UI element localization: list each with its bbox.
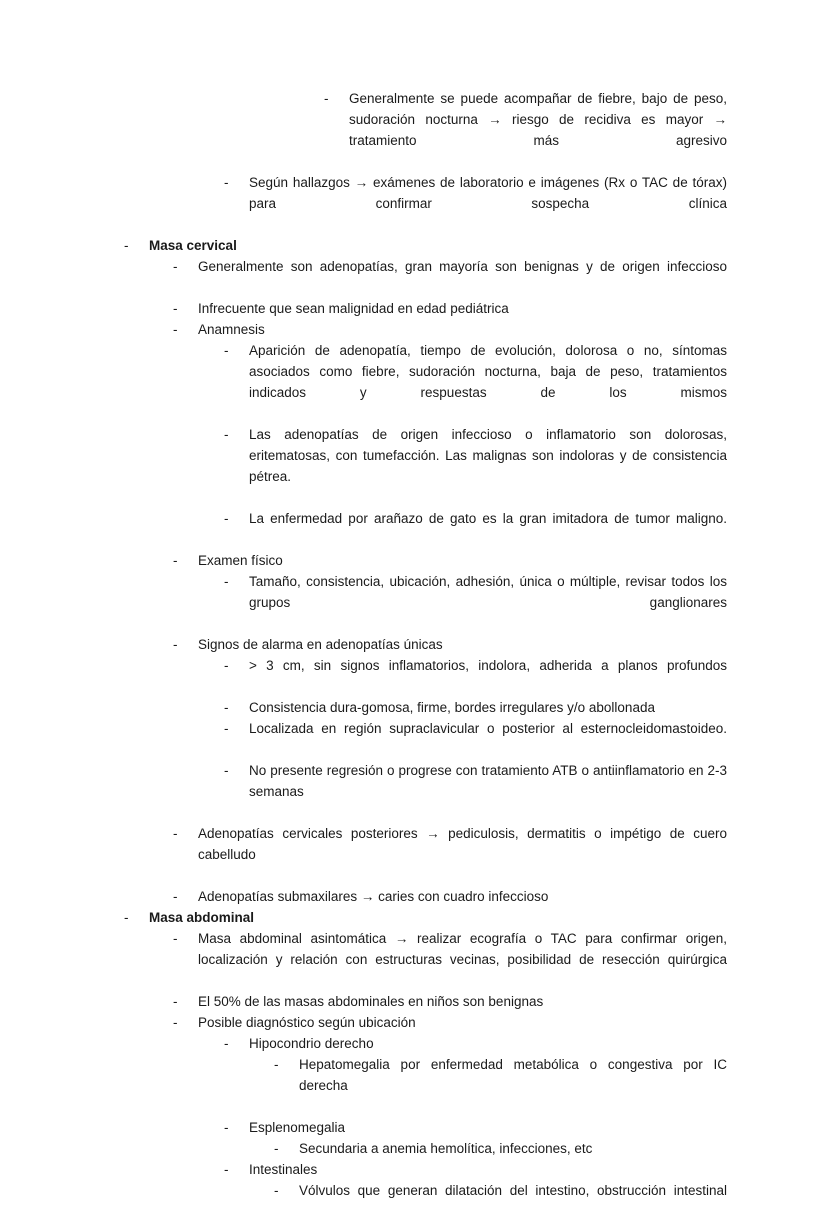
outline-item [0, 298, 828, 319]
outline-item [0, 760, 828, 823]
outline-item-text: Aparición de adenopatía, tiempo de evolución, dolorosa o no, síntomas asociados como fiebre, sudoración nocturna, baja de peso, tratamientos indicados y respuestas de los mismos [249, 343, 727, 400]
bullet-marker-icon: - [224, 1120, 229, 1135]
bullet-marker-icon: - [173, 322, 178, 337]
bullet-marker-icon: - [224, 511, 229, 526]
outline-item [0, 697, 828, 718]
outline-item-text: Hipocondrio derecho [249, 1036, 374, 1051]
bullet-marker-icon: - [224, 1162, 229, 1177]
outline-item [0, 928, 828, 991]
bullet-marker-icon: - [274, 1057, 279, 1072]
outline-item-text: La enfermedad por arañazo de gato es la gran imitadora de tumor maligno. [249, 511, 727, 526]
outline-item-text: Anamnesis [198, 322, 265, 337]
bullet-marker-icon: - [173, 931, 178, 946]
bullet-marker-icon: - [173, 1015, 178, 1030]
outline-item [0, 508, 828, 550]
outline-item-text: Posible diagnóstico según ubicación [198, 1015, 416, 1030]
bullet-marker-icon: - [224, 175, 229, 190]
outline-item [0, 235, 828, 256]
bullet-marker-icon: - [224, 574, 229, 589]
outline-item [0, 88, 828, 172]
outline-item-text: Masa cervical [149, 238, 237, 253]
outline-item-text: Intestinales [249, 1162, 318, 1177]
outline-item [0, 886, 828, 907]
outline-item [0, 991, 828, 1012]
outline-item [0, 634, 828, 655]
outline-item [0, 718, 828, 760]
bullet-marker-icon: - [173, 637, 178, 652]
bullet-marker-icon: - [224, 427, 229, 442]
outline-item [0, 424, 828, 508]
outline-item [0, 1033, 828, 1054]
bullet-marker-icon: - [173, 259, 178, 274]
outline-item-text: Generalmente se puede acompañar de fiebre, bajo de peso, sudoración nocturna → riesgo de recidiva es mayor → tratamiento más agresivo [349, 91, 727, 148]
outline-item-text: Localizada en región supraclavicular o posterior al esternocleidomastoideo. [249, 721, 727, 736]
bullet-marker-icon: - [324, 91, 329, 106]
bullet-marker-icon: - [124, 910, 129, 925]
outline-item-text: > 3 cm, sin signos inflamatorios, indolora, adherida a planos profundos [249, 658, 727, 673]
outline-item [0, 571, 828, 634]
bullet-marker-icon: - [224, 658, 229, 673]
outline-item [0, 1159, 828, 1180]
bullet-marker-icon: - [173, 889, 178, 904]
bullet-marker-icon: - [173, 994, 178, 1009]
outline-item [0, 1138, 828, 1159]
outline-item [0, 256, 828, 298]
outline-item-text: Infrecuente que sean malignidad en edad pediátrica [198, 301, 509, 316]
bullet-marker-icon: - [173, 826, 178, 841]
outline-item-text: Vólvulos que generan dilatación del intestino, obstrucción intestinal [299, 1183, 727, 1198]
outline-item [0, 907, 828, 928]
outline-item-text: Esplenomegalia [249, 1120, 346, 1135]
outline-list [0, 88, 828, 1222]
bullet-marker-icon: - [124, 238, 129, 253]
bullet-marker-icon: - [224, 1036, 229, 1051]
outline-item [0, 340, 828, 424]
bullet-marker-icon: - [173, 301, 178, 316]
bullet-marker-icon: - [173, 553, 178, 568]
outline-item [0, 1054, 828, 1117]
outline-item-text: Generalmente son adenopatías, gran mayoría son benignas y de origen infeccioso [198, 259, 727, 274]
outline-item [0, 319, 828, 340]
outline-item-text: Tamaño, consistencia, ubicación, adhesión, única o múltiple, revisar todos los grupos ganglionares [249, 574, 727, 610]
bullet-marker-icon: - [224, 700, 229, 715]
outline-item [0, 1117, 828, 1138]
bullet-marker-icon: - [224, 763, 229, 778]
outline-item-text: Secundaria a anemia hemolítica, infecciones, etc [299, 1141, 593, 1156]
outline-item [0, 1012, 828, 1033]
outline-item-text: El 50% de las masas abdominales en niños son benignas [198, 994, 544, 1009]
bullet-marker-icon: - [224, 343, 229, 358]
outline-item [0, 172, 828, 235]
bullet-marker-icon: - [274, 1141, 279, 1156]
outline-item-text: Signos de alarma en adenopatías únicas [198, 637, 443, 652]
outline-item [0, 823, 828, 886]
outline-item [0, 1180, 828, 1222]
outline-item-text: Según hallazgos → exámenes de laboratorio e imágenes (Rx o TAC de tórax) para confirmar sospecha clínica [249, 175, 727, 211]
outline-item [0, 655, 828, 697]
outline-item-text: Las adenopatías de origen infeccioso o inflamatorio son dolorosas, eritematosas, con tumefacción. Las malignas son indoloras y de consistencia pétrea. [249, 427, 727, 484]
bullet-marker-icon: - [274, 1183, 279, 1198]
outline-item [0, 550, 828, 571]
outline-item-text: Consistencia dura-gomosa, firme, bordes irregulares y/o abollonada [249, 700, 655, 715]
outline-item-text: Masa abdominal [149, 910, 255, 925]
outline-item-text: No presente regresión o progrese con tratamiento ATB o antiinflamatorio en 2-3 semanas [249, 763, 727, 799]
outline-item-text: Examen físico [198, 553, 283, 568]
outline-item-text: Hepatomegalia por enfermedad metabólica o congestiva por IC derecha [299, 1057, 727, 1093]
outline-item-text: Masa abdominal asintomática → realizar ecografía o TAC para confirmar origen, localización y relación con estructuras vecinas, posibilidad de resección quirúrgica [198, 931, 727, 967]
outline-item-text: Adenopatías submaxilares → caries con cuadro infeccioso [198, 889, 549, 904]
bullet-marker-icon: - [224, 721, 229, 736]
outline-item-text: Adenopatías cervicales posteriores → pediculosis, dermatitis o impétigo de cuero cabelludo [198, 826, 727, 862]
